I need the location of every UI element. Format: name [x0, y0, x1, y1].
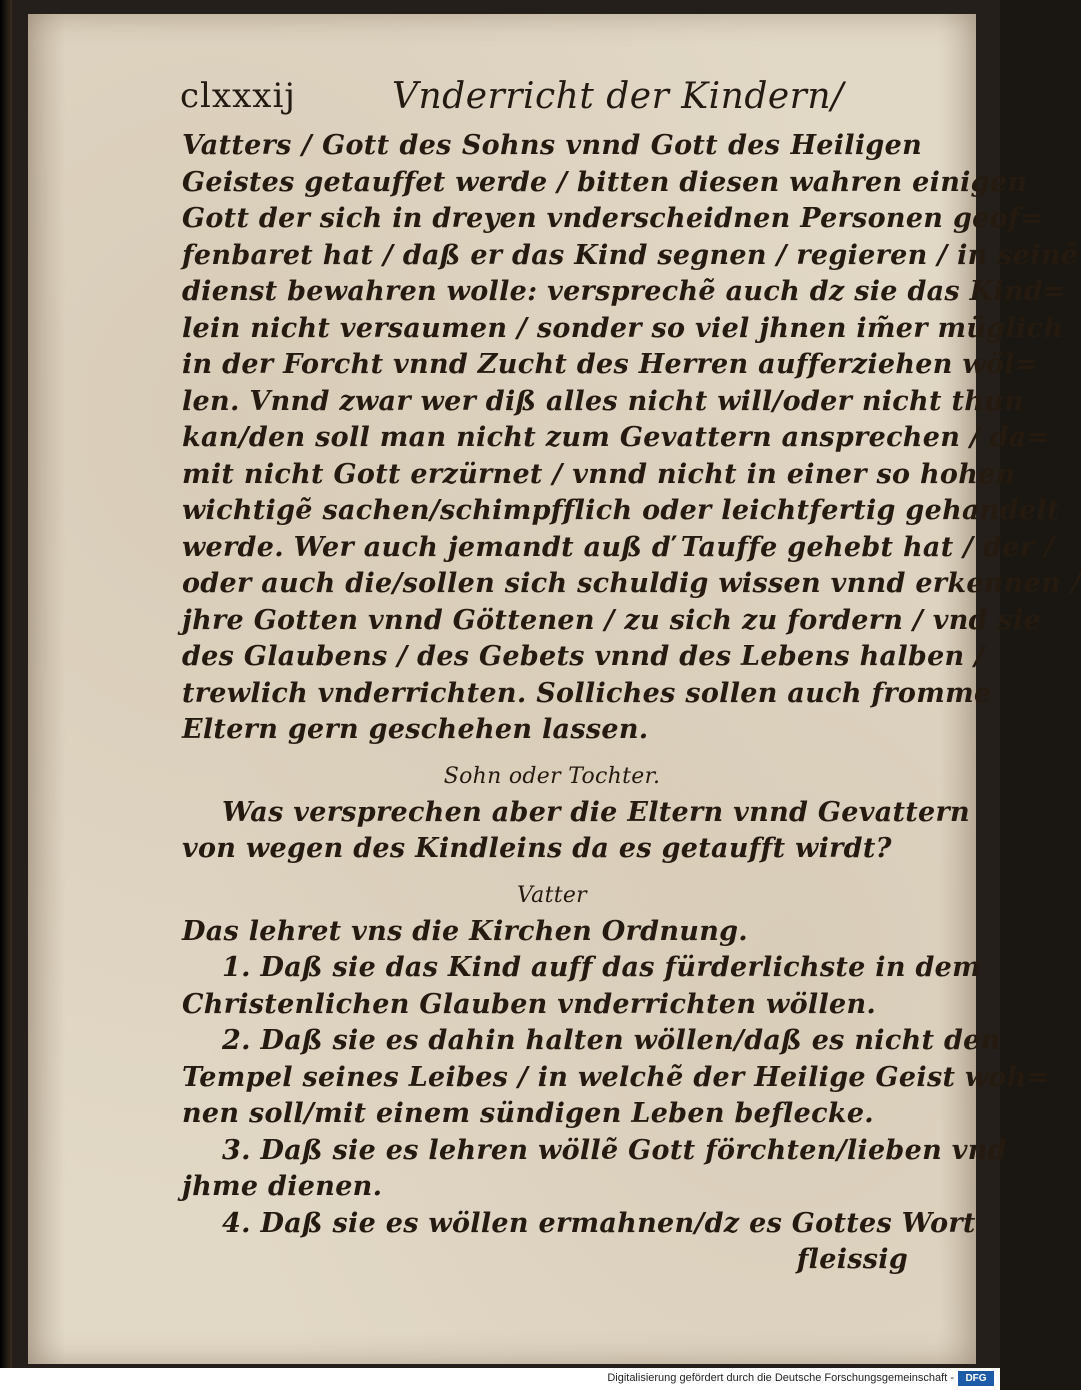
text-line: von wegen des Kindleins da es getaufft wirdt?	[182, 833, 892, 864]
text-line: oder auch die/sollen sich schuldig wissen vnnd erkennen /	[182, 568, 1081, 599]
footer-bar	[0, 1368, 1000, 1390]
list-item-line: 4. Daß sie es wöllen ermahnen/dz es Gottes Wort	[222, 1207, 976, 1239]
running-title: Vnderricht der Kindern/	[392, 76, 844, 117]
text-line: fenbaret hat / daß er das Kind segnen / regieren / in seinẽ	[182, 239, 1079, 271]
numbered-list	[182, 950, 1050, 1242]
page-text	[182, 128, 1081, 1279]
dfg-logo: DFG	[958, 1371, 994, 1386]
paragraph-1	[182, 128, 1081, 749]
list-item-line: jhme dienen.	[182, 1171, 383, 1202]
speaker-heading: Sohn oder Tochter.	[443, 763, 661, 789]
text-line: Was versprechen aber die Eltern vnnd Gevattern	[222, 796, 970, 828]
text-line: Gott der sich in dreyen vnderscheidnen Personen geof=	[182, 203, 1043, 234]
question-paragraph	[182, 795, 970, 868]
text-line: werde. Wer auch jemandt auß ď Tauffe gehebt hat / der /	[182, 531, 1055, 563]
text-line: Eltern gern geschehen lassen.	[182, 714, 649, 745]
list-item-line: 3. Daß sie es lehren wöllẽ Gott förchten/lieben vnd	[222, 1134, 1007, 1166]
catchword: fleissig	[796, 1244, 908, 1275]
list-item-line: 2. Daß sie es dahin halten wöllen/daß es nicht den	[222, 1025, 1001, 1056]
list-item-line: Christenlichen Glauben vnderrichten wöllen.	[182, 988, 877, 1020]
book-spine-shadow	[0, 0, 12, 1368]
text-line: len. Vnnd zwar wer diß alles nicht will/oder nicht thun	[182, 385, 1025, 417]
answer-intro: Das lehret vns die Kirchen Ordnung.	[182, 915, 749, 947]
list-item-line: 1. Daß sie das Kind auff das fürderlichste in dem	[222, 952, 981, 983]
funding-credit: Digitalisierung gefördert durch die Deutsche Forschungsgemeinschaft -	[607, 1372, 954, 1384]
text-line: jhre Gotten vnnd Göttenen / zu sich zu fordern / vnd sie	[182, 604, 1042, 636]
text-line: wichtigẽ sachen/schimpfflich oder leichtfertig gehandelt	[182, 495, 1060, 526]
speaker-heading: Vatter	[516, 882, 587, 908]
text-line: lein nicht versaumen / sonder so viel jhnen im̃er müglich	[182, 312, 1064, 344]
list-item-line: nen soll/mit einem sündigen Leben beflecke.	[182, 1098, 874, 1129]
text-line: Vatters / Gott des Sohns vnnd Gott des Heiligen	[182, 130, 922, 161]
text-line: des Glaubens / des Gebets vnnd des Lebens halben /	[182, 641, 985, 672]
folio-number: clxxxij	[180, 76, 296, 116]
list-item-line: Tempel seines Leibes / in welchẽ der Heilige Geist woh=	[182, 1061, 1050, 1093]
text-line: mit nicht Gott erzürnet / vnnd nicht in einer so hohen	[182, 458, 1016, 490]
text-line: in der Forcht vnnd Zucht des Herren aufferziehen wöl=	[182, 349, 1038, 380]
text-line: dienst bewahren wolle: versprechẽ auch dz sie das Kind=	[182, 276, 1066, 307]
text-line: trewlich vnderrichten. Solliches sollen auch fromme	[182, 677, 992, 709]
text-line: kan/den soll man nicht zum Gevattern ansprechen / da=	[182, 422, 1050, 453]
page-header	[180, 70, 900, 126]
text-line: Geistes getauffet werde / bitten diesen wahren einigen	[182, 166, 1028, 198]
